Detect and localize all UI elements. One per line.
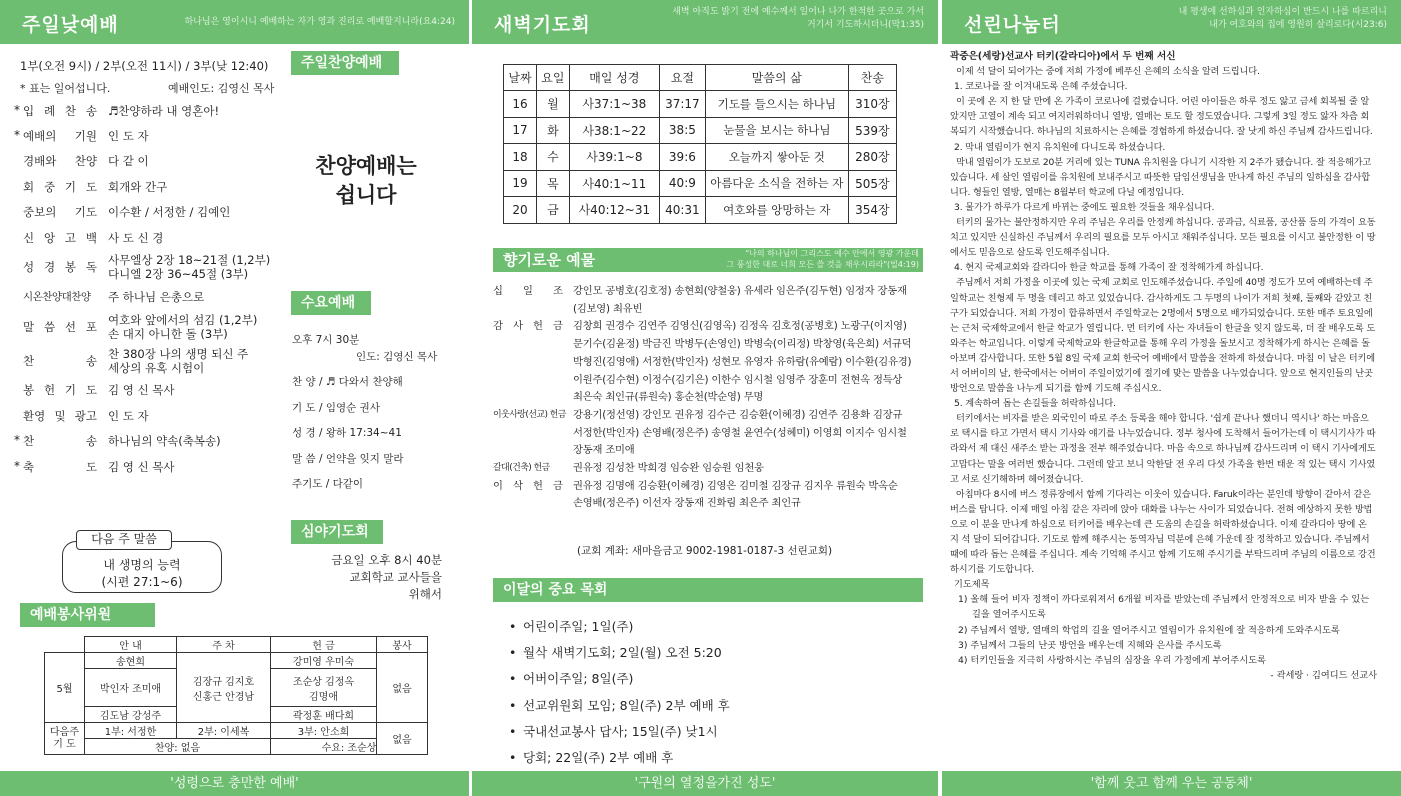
dawn-col-header: 요일 [536, 65, 569, 91]
prayer-topic: 4) 터키인들을 지극히 사랑하시는 주님의 심장을 우리 가정에게 부어주시도록 [958, 654, 1266, 666]
offering-names: 장동재 조미애 [573, 444, 635, 457]
letter-title: 곽중은(세랑)선교사 터키(갈라디아)에서 두 번째 서신 [950, 51, 1176, 62]
col-parking: 주 차 [177, 637, 271, 653]
dawn-cell: 539장 [848, 117, 896, 144]
offering-names: 권유정 김명애 김승환(이혜경) 김영은 김미철 김장규 김지우 류원숙 박옥순 [573, 479, 898, 492]
events-section-title: 이달의 중요 목회 [493, 578, 923, 602]
offering-label: 갈대(건축) 헌금 [493, 463, 550, 474]
event-text: 어버이주일; 8일(주) [523, 671, 634, 687]
order-value: ♬찬양하라 내 영혼아! [108, 103, 220, 118]
dawn-cell: 여호와를 앙망하는 자 [705, 197, 848, 224]
order-value: 다 같 이 [108, 154, 149, 169]
offering-names: 서정한(박인자) 손영배(정은주) 송영철 윤연수(성혜미) 이영희 이지수 임시철 [573, 426, 907, 439]
dawn-cell: 38:5 [659, 117, 705, 144]
table-row [504, 170, 897, 197]
servants-section-title: 예배봉사위원 [20, 603, 155, 627]
order-value: 주 하나님 은총으로 [108, 290, 205, 305]
order-label: 신 앙 고 백 [23, 230, 97, 245]
center-header [472, 0, 938, 44]
bullet-icon: • [509, 671, 517, 687]
dawn-col-header: 말씀의 삶 [705, 65, 848, 91]
order-row [20, 284, 278, 309]
offering-label: 이웃사랑(선교) 헌금 [493, 409, 566, 420]
dawn-cell: 수 [536, 144, 569, 171]
order-value: 이수환 / 서정한 / 김예인 [108, 205, 231, 220]
late-night-prayer-title: 심야기도회 [291, 520, 383, 544]
offering-names: 강인모 공병호(김호정) 송현희(양철웅) 유세라 임은주(김두현) 임정자 장동재 [573, 285, 907, 297]
prayer-1: 1부: 서정한 [85, 723, 177, 739]
table-row [504, 197, 897, 224]
order-label: 봉 헌 기 도 [23, 383, 97, 398]
dawn-cell: 사40:1~11 [569, 170, 659, 197]
dawn-cell: 사40:12~31 [569, 197, 659, 224]
offering-names: 문기수(김윤정) 박금진 박병두(손영인) 박병숙(이리정) 박창영(육은희) 서규덕 [573, 338, 912, 351]
stand-marker: * [14, 102, 20, 117]
missionary-letter [950, 49, 1377, 683]
offering-group [493, 283, 918, 318]
service-cell: 없음 [377, 653, 428, 723]
praise-prayer: 찬양: 없음 [85, 739, 271, 755]
order-of-worship [14, 98, 278, 479]
order-row [20, 200, 278, 225]
wed-order-item: 성 경 / 왕하 17:34~41 [292, 427, 402, 439]
prayer-topics-title: 기도제목 [954, 579, 990, 591]
letter-paragraph: 2. 막내 열림이가 현지 유치원에 다니도록 하셨습니다. [954, 141, 1166, 153]
next-week-reference: (시편 27:1~6) [101, 575, 183, 589]
sunday-worship-title: 주일낮예배 [22, 14, 119, 36]
month-label: 5월 [45, 653, 85, 723]
bullet-icon: • [509, 645, 517, 661]
order-label: 중보의 기도 [23, 205, 97, 220]
order-label: 환영 및 광고 [23, 408, 97, 423]
worship-leader: 예배인도: 김영신 목사 [168, 82, 275, 95]
letter-signature: - 곽세랑 · 김여디드 선교사 [1270, 669, 1377, 681]
left-header [0, 0, 469, 44]
offering-names: 손영배(정은주) 이선자 장동재 진화림 최은주 최인규 [573, 497, 801, 510]
order-row [20, 310, 278, 344]
worship-times: 1부(오전 9시) / 2부(오전 11시) / 3부(낮 12:40) [20, 59, 269, 73]
header-verse: 하나님은 영이시니 예배하는 자가 영과 진리로 예배할지니라(요4:24) [184, 17, 455, 27]
dawn-cell: 목 [536, 170, 569, 197]
bullet-icon: • [509, 723, 517, 739]
dawn-cell: 18 [504, 144, 537, 171]
offering-names: 김창희 권경수 김연주 김영신(김영옥) 김정옥 김호정(공병호) 노광구(이지영) [573, 320, 907, 333]
next-week-label: 다음 주 말씀 [76, 530, 172, 550]
dawn-cell: 눈물을 보시는 하나님 [705, 117, 848, 144]
order-label: 축 도 [23, 459, 97, 474]
dawn-cell: 사37:1~38 [569, 91, 659, 118]
order-row [20, 378, 278, 403]
offering-section-title: 향기로운 예물 [493, 248, 923, 272]
servants-table [44, 636, 428, 755]
dawn-col-header: 찬송 [848, 65, 896, 91]
col-offering: 헌 금 [271, 637, 377, 653]
dawn-cell: 354장 [848, 197, 896, 224]
order-label: 시온찬양대찬양 [23, 291, 91, 304]
order-value: 찬 380장 나의 생명 되신 주 세상의 유혹 시험이 [108, 346, 249, 375]
offering-group [493, 478, 918, 513]
wed-order-item: 찬 양 / ♬ 다와서 찬양해 [292, 376, 403, 388]
next-week-title: 내 생명의 능력 [103, 558, 181, 572]
dawn-cell: 17 [504, 117, 537, 144]
event-text: 월삭 새벽기도회; 2일(월) 오전 5:20 [523, 645, 722, 661]
col-guide: 안 내 [85, 637, 177, 653]
wed-order-item: 주기도 / 다같이 [292, 478, 364, 490]
letter-paragraph: 주님께서 저희 가정을 이곳에 있는 국제 교회로 인도해주셨습니다. 주일에 40명 정도가 모여 예배하는데 주일학교는 친형제 두 명을 데리고 하고 있었습니다. 감사하게도 그 두명의 나이가 저희 첫째, 둘째와 같았고 친구가 되었습니다. 저희 가정이 합류하면서 주일학교는 2명에서 5명으로 배가되었습니다. 또한 매주 토요일에는 근처 국제학교에서 한글 학교가 열립니다. 먼 터키에 사는 자녀들이 한글을 잊지 않도록, 더 잘 배우도록 도와주는 학교입니다. 이렇게 국제학교와 한글학교를 통해 우리 가정을 돌보시고 정착해가게 하시는 은혜를 돌아보며 감사합니다. 또한 5월 8일 국제 교회 한국어 예배에서 말씀을 전하게 하셨습니다. 마침 이 날은 터키에서 어버이의 날, 한국에서는 어버이 주일이었기에 절기에 맞는 말씀을 나누었습니다. 앞으로 현지인들의 난곳 방언으로 말씀을 나누게 되기를 함께 기도해 주십시오. [950, 277, 1376, 395]
order-row [20, 344, 278, 378]
praise-worship-rest: 찬양예배는 쉽니다 [315, 154, 417, 207]
order-value: 김 영 신 목사 [108, 459, 175, 474]
offering-names: 권유정 김성찬 박희경 임승완 임승원 임천웅 [573, 462, 764, 475]
order-value: 하나님의 약속(축복송) [108, 434, 221, 449]
order-value: 사 도 신 경 [108, 230, 164, 245]
guide-cell: 박인자 조미애 [85, 669, 177, 707]
order-label: 경배와 찬양 [23, 154, 97, 169]
letter-paragraph: 1. 코로나를 잘 이겨내도록 은혜 주셨습니다. [954, 81, 1128, 93]
letter-paragraph: 5. 계속하여 돕는 손길들을 허락하십니다. [954, 398, 1116, 410]
offering-names: 이원주(김수현) 이정수(김기은) 이한수 임시철 임영주 장훈미 전현옥 정득상 [573, 373, 903, 386]
parking-cell: 김장규 김지호 신홍근 안경남 [177, 653, 271, 723]
wed-items [292, 374, 457, 502]
order-row [14, 98, 278, 123]
offering-names: 강용기(정선영) 강인모 권유정 김수근 김승환(이혜경) 김연주 김용화 김장규 [573, 408, 903, 421]
order-row [14, 123, 278, 148]
order-value: 회개와 간구 [108, 179, 168, 194]
letter-paragraph: 막내 열림이가 도보로 20분 거리에 있는 TUNA 유치원을 다니기 시작한 지 2주가 됐습니다. 잘 적응해가고 있습니다. 세 살인 열림이를 유치원에 보내주시고 따뜻한 담임선생님을 만나게 하신 주님의 일하심을 감사합니다. 형들인 열방, 열매는 8월부터 학교에 다닐 예정입니다. [950, 156, 1372, 198]
prayer-3: 3부: 안소희 [271, 723, 377, 739]
letter-paragraph: 아침마다 8시에 버스 정류장에서 함께 기다리는 이웃이 있습니다. Faruk이라는 분인데 방향이 같아서 같은 버스를 탑니다. 이제 매일 아침 같은 자리에 앉아 대화를 나누는 사이가 되었습니다. 전혀 예상하지 못한 방법으로 이 분을 만나게 하심으로 터키어를 배우는데 큰 도움의 손길을 허락하셨습니다. 이제 갈라디아 땅에 온 지 석 달이 되어갑니다. 기도로 함께 해주시는 동역자님 덕분에 은혜 가운데 잘 정착하고 있습니다. 주님께서 때에 따라 돕는 은혜를 주십니다. 계속 기억해 주시고 함께 기도해 주시기를 부탁드리며 주님의 이름으로 강건하시기를 기도합니다. [950, 488, 1376, 576]
dawn-cell: 39:6 [659, 144, 705, 171]
dawn-cell: 40:31 [659, 197, 705, 224]
order-value: 인 도 자 [108, 408, 149, 423]
stand-marker: * [14, 128, 20, 143]
letter-paragraph: 터키의 물가는 불안정하지만 우리 주님은 우리를 안정케 하십니다. 공과금, 식료품, 공산품 등의 가격이 요동치고 있지만 신실하신 주님께서 우리의 필요를 모두 아시고 채워주십니다. 모든 필요를 이시고 불안정한 이 땅에서도 믿음으로 살도록 인도해주십니다. [950, 217, 1376, 259]
right-footer: '함께 웃고 함께 우는 공동체' [942, 771, 1401, 796]
wednesday-worship-title: 수요예배 [291, 291, 371, 315]
event-text: 어린이주일; 1일(주) [523, 619, 634, 634]
order-row [20, 225, 278, 250]
order-row [20, 250, 278, 284]
order-row [20, 149, 278, 174]
dawn-cell: 505장 [848, 170, 896, 197]
offering-names: 박형진(김영애) 서정한(박인자) 성현모 유영자 유하람(유예람) 이수환(김유경) [573, 355, 912, 368]
dawn-cell: 월 [536, 91, 569, 118]
event-item [509, 748, 673, 766]
standing-note-text: 표는 일어섭니다. [29, 82, 111, 95]
prayer-2: 2부: 이세복 [177, 723, 271, 739]
letter-paragraph: 이제 석 달이 되어가는 중에 저희 가정에 베푸신 은혜의 소식을 알려 드립니다. [956, 66, 1260, 78]
dawn-prayer-title: 새벽기도회 [494, 14, 591, 36]
dawn-cell: 310장 [848, 91, 896, 118]
letter-paragraph: 4. 현지 국제교회와 갈라디아 한글 학교를 통해 가족이 잘 정착해가게 하십니다. [954, 262, 1264, 274]
col-service: 봉사 [377, 637, 428, 653]
dawn-col-header: 날짜 [504, 65, 537, 91]
dawn-cell: 37:17 [659, 91, 705, 118]
order-label: 말 씀 선 포 [23, 319, 97, 334]
dawn-col-header: 요절 [659, 65, 705, 91]
praise-worship-title: 주일찬양예배 [291, 51, 399, 75]
event-item [509, 722, 718, 740]
dawn-cell: 20 [504, 197, 537, 224]
header-verse: 새벽 아직도 밝기 전에 예수께서 일어나 나가 한적한 곳으로 가서 거기서 기도하시더니(막1:35) [672, 7, 924, 30]
event-text: 선교위원회 모임; 8일(주) 2부 예배 후 [523, 697, 730, 713]
header-verse: 내 평생에 선하심과 인자하심이 반드시 나를 따르리니 내가 여호와의 집에 영원히 살리로다(시23:6) [1178, 7, 1387, 30]
dawn-cell: 금 [536, 197, 569, 224]
news-section-title: 선린나눔터 [964, 14, 1061, 36]
dawn-prayer-table [503, 64, 897, 224]
late-night-prayer-text: 금요일 오후 8시 40분 교회학교 교사들을 위해서 [331, 553, 442, 601]
dawn-cell: 280장 [848, 144, 896, 171]
offering-verse: "나의 하나님이 그리스도 예수 안에서 영광 가운데 그 풍성한 대로 너희 모든 쓸 것을 채우시리라"(빌4:19) [726, 249, 919, 269]
dawn-cell: 19 [504, 170, 537, 197]
letter-paragraph: 이 곳에 온 지 한 달 만에 온 가족이 코로나에 걸렸습니다. 어린 아이들은 하루 정도 앓고 금세 회복될 줄 알았지만 고열이 계속 되고 여지러워하더니 열방, 열매는 토도 할 정도였습니다. 그렇게 3일 정도 앓자 차츰 회복되기 시작했습니다. 하나님의 치료하시는 은혜를 경험하게 하셨습니다. 잘 낫게 하신 주님께 감사드립니다. [950, 96, 1373, 138]
order-row [14, 454, 278, 479]
event-item [509, 617, 633, 635]
right-header [942, 0, 1401, 44]
order-label: 성 경 봉 독 [23, 260, 97, 275]
center-footer: '구원의 열정을가진 성도' [472, 771, 938, 796]
offering-group [493, 318, 918, 407]
stand-marker: * [14, 433, 20, 448]
offering-list [493, 283, 918, 513]
order-value: 사무엘상 2장 18~21절 (1,2부) 다니엘 2장 36~45절 (3부) [108, 253, 271, 282]
order-label: 회 중 기 도 [23, 179, 97, 194]
offering-label: 감 사 헌 금 [493, 320, 563, 333]
bullet-icon: • [509, 619, 517, 634]
order-label: 찬 송 [23, 434, 97, 449]
wed-leader: 인도: 김영신 목사 [356, 351, 438, 363]
guide-cell: 김도남 강성주 [85, 707, 177, 723]
dawn-cell: 16 [504, 91, 537, 118]
event-item [509, 696, 730, 714]
dawn-cell: 사38:1~22 [569, 117, 659, 144]
dawn-cell: 아름다운 소식을 전하는 자 [705, 170, 848, 197]
dawn-cell: 사39:1~8 [569, 144, 659, 171]
event-item [509, 669, 633, 687]
prayer-topic: 3) 주님께서 그들의 난곳 방언을 배우는데 지혜와 은사를 주시도록 [958, 639, 1222, 651]
offering-label: 십 일 조 [493, 285, 563, 297]
order-value: 여호와 앞에서의 섬김 (1,2부) 손 대지 아니한 돌 (3부) [108, 312, 258, 341]
table-row [504, 91, 897, 118]
order-row [14, 429, 278, 454]
standing-note: * 표는 일어섭니다. [20, 82, 111, 95]
event-text: 당회; 22일(주) 2부 예배 후 [523, 750, 674, 765]
offering-names: (김보영) 최유빈 [573, 302, 643, 315]
bullet-icon: • [509, 750, 517, 765]
event-item [509, 643, 722, 661]
church-account: (교회 계좌: 새마을금고 9002-1981-0187-3 선린교회) [577, 545, 833, 557]
dawn-cell: 40:9 [659, 170, 705, 197]
wed-order-item: 말 씀 / 언약을 잊지 말라 [292, 452, 404, 465]
dawn-cell: 오늘까지 쌓아둔 것 [705, 144, 848, 171]
order-label: 찬 송 [23, 353, 97, 368]
order-value: 인 도 자 [108, 129, 149, 144]
prayer-topic: 2) 주님께서 열방, 열매의 학업의 길을 열어주시고 열림이가 유치원에 잘 적응하게 도와주시도록 [958, 624, 1340, 636]
prayer-topic: 1) 올해 들어 비자 정책이 까다로워져서 6개월 비자를 받았는데 주님께서 안정적으로 비자 받을 수 있는 길을 열어주시도록 [958, 594, 1370, 621]
order-label: 입 례 찬 송 [23, 103, 97, 118]
next-service-cell: 없음 [377, 723, 428, 755]
offering-cell: 강미영 우미숙 [271, 653, 377, 669]
offering-label: 이 삭 헌 금 [493, 479, 563, 492]
offering-names: 최은숙 최인규(류원숙) 홍순천(박순영) 무명 [573, 391, 764, 404]
offering-cell: 곽정훈 배다희 [271, 707, 377, 723]
wed-order-item: 기 도 / 임영순 권사 [292, 401, 380, 414]
wed-prayer: 수요: 조순상 [271, 739, 428, 755]
stand-marker: * [14, 458, 20, 473]
offering-cell: 조순상 김정옥 김명애 [271, 669, 377, 707]
order-label: 예배의 기원 [23, 129, 97, 144]
order-row [20, 403, 278, 428]
offering-group [493, 407, 918, 460]
event-text: 국내선교봉사 답사; 15일(주) 낮1시 [523, 723, 718, 739]
wed-time: 오후 7시 30분 [292, 334, 360, 346]
letter-paragraph: 3. 물가가 하루가 다르게 바뀌는 중에도 필요한 것들을 채우십니다. [954, 201, 1215, 213]
dawn-col-header: 매일 성경 [569, 65, 659, 91]
table-row [504, 144, 897, 171]
guide-cell: 송현희 [85, 653, 177, 669]
next-week-prayer-label: 다음주 기 도 [45, 723, 85, 755]
order-value: 김 영 신 목사 [108, 383, 175, 398]
order-row [20, 174, 278, 199]
offering-group [493, 460, 918, 478]
dawn-cell: 기도를 들으시는 하나님 [705, 91, 848, 118]
left-footer: '성령으로 충만한 예배' [0, 771, 469, 796]
letter-paragraph: 터키에서는 비자를 받은 외국인이 따로 주소 등록을 해야 합니다. '쉽게 끝나나 했더니 역시나' 하는 마음으로 택시를 타고 가면서 택시 기사와 얘기를 나누었습니다. 정부 청사에 도착해서 들어가는데 이 택시기사가 따라와서 제 대신 새주소 받는 과정을 전부 해주었습니다. 마음 속으로 하나님께 감사드리며 이 택시 기사에게도 고맙다는 말을 여러번 했습니다. 그런데 알고 보니 악한달 전 우리 다섯 가족을 한번 태운 적 있는 택시 기사였고 서로 신기해하며 헤어졌습니다. [950, 413, 1376, 485]
bullet-icon: • [509, 697, 517, 713]
table-row [504, 117, 897, 144]
dawn-cell: 화 [536, 117, 569, 144]
